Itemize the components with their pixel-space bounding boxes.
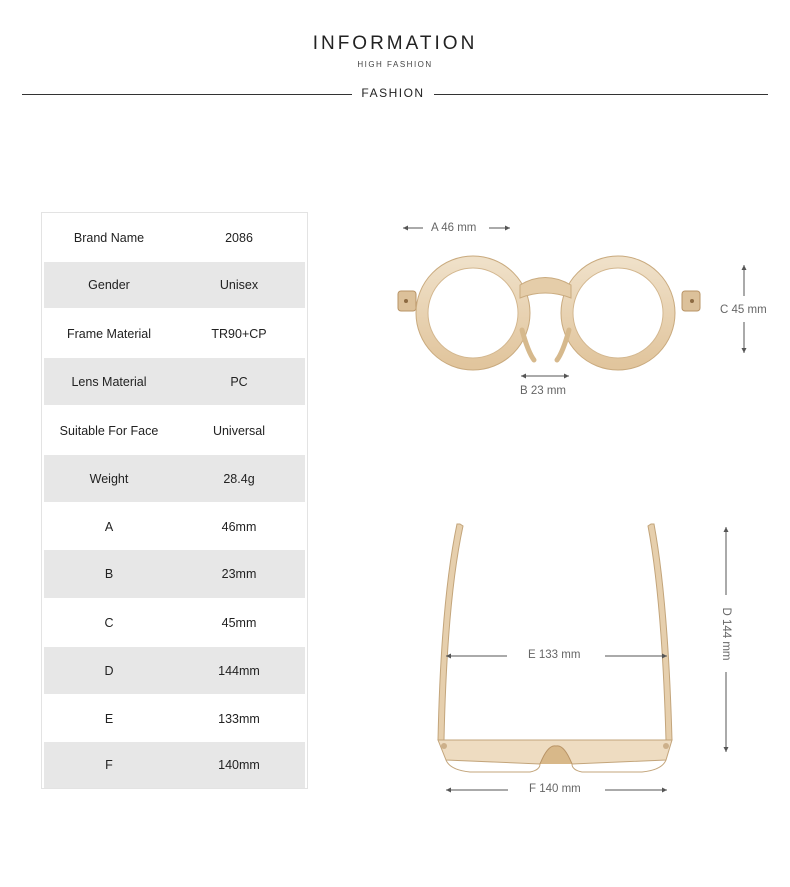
spec-value: 140mm <box>218 758 260 772</box>
section-label: FASHION <box>361 86 425 100</box>
dimension-e-label: E 133 mm <box>528 649 581 661</box>
spec-label: Suitable For Face <box>59 423 159 438</box>
page-subtitle: HIGH FASHION <box>357 60 433 69</box>
spec-value: Universal <box>212 423 266 438</box>
glasses-top-view <box>438 524 672 772</box>
dimension-d-label: D 144 mm <box>720 607 732 661</box>
left-temple <box>438 524 463 740</box>
spec-value: Unisex <box>219 278 259 292</box>
spec-value: 23mm <box>221 567 257 581</box>
spec-label: C <box>104 616 114 630</box>
spec-label: D <box>104 663 114 678</box>
dimension-a-label: A 46 mm <box>431 222 477 234</box>
spec-value: 45mm <box>221 616 257 630</box>
spec-label: Frame Material <box>66 326 152 341</box>
spec-value: 46mm <box>221 520 257 534</box>
glasses-front-view <box>398 256 700 370</box>
spec-value: 2086 <box>225 231 253 245</box>
spec-label: B <box>104 567 114 581</box>
right-temple <box>648 524 672 740</box>
bridge <box>520 278 571 299</box>
right-rim <box>567 262 669 364</box>
spec-label: F <box>105 758 113 772</box>
spec-label: A <box>104 520 114 534</box>
left-rim <box>422 262 524 364</box>
spec-label: Weight <box>89 471 129 486</box>
spec-value: 133mm <box>218 711 260 726</box>
spec-label: Brand Name <box>73 231 145 245</box>
dimension-f-label: F 140 mm <box>529 783 581 795</box>
dimension-c-label: C 45 mm <box>720 304 767 316</box>
page-title: INFORMATION <box>312 33 478 54</box>
spec-value: 28.4g <box>223 471 255 486</box>
spec-label: Lens Material <box>71 374 147 389</box>
dimension-b-arrow <box>521 374 569 379</box>
spec-label: E <box>104 711 114 726</box>
spec-label: Gender <box>88 278 130 292</box>
spec-value: PC <box>230 374 248 389</box>
spec-value: TR90+CP <box>211 326 267 341</box>
dimension-b-label: B 23 mm <box>520 385 567 397</box>
spec-value: 144mm <box>218 663 260 678</box>
